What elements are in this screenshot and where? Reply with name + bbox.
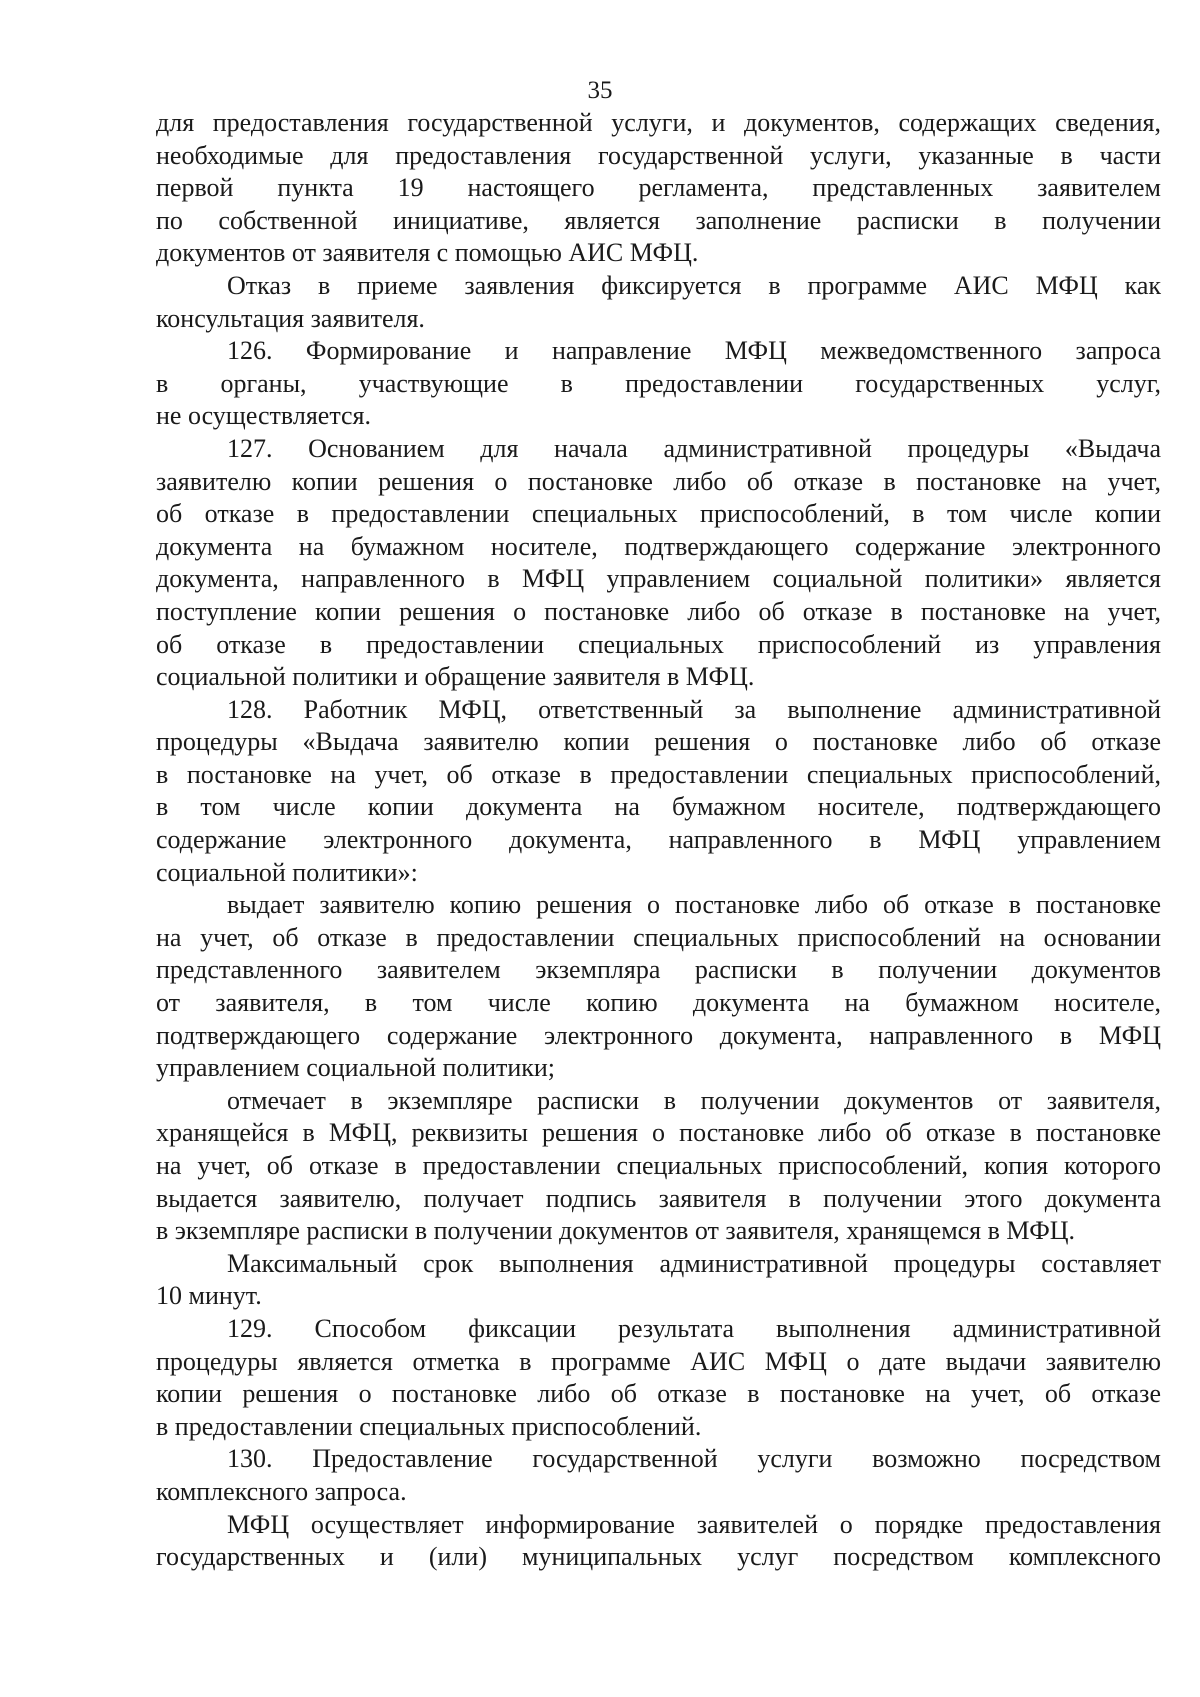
text-line: первой пункта 19 настоящего регламента, представленных заявителем [156,173,1161,203]
paragraph [156,433,1161,694]
text-line: об отказе в предоставлении специальных приспособлений, в том числе копии [156,499,1161,529]
paragraph [156,1085,1161,1248]
text-line: 128. Работник МФЦ, ответственный за выполнение административной [227,694,1161,724]
paragraph [156,1509,1161,1574]
text-line: Отказ в приеме заявления фиксируется в программе АИС МФЦ как [227,270,1161,300]
text-line: по собственной инициативе, является заполнение расписки в получении [156,205,1161,235]
paragraph [156,1248,1161,1313]
text-line: процедуры является отметка в программе АИС МФЦ о дате выдачи заявителю [156,1346,1161,1376]
text-line: 130. Предоставление государственной услуги возможно посредством [227,1444,1161,1474]
text-line: 10 минут. [156,1281,262,1311]
text-line: отмечает в экземпляре расписки в получении документов от заявителя, [227,1085,1161,1115]
text-line: в экземпляре расписки в получении документов от заявителя, хранящемся в МФЦ. [156,1216,1076,1246]
text-line: государственных и (или) муниципальных услуг посредством комплексного [156,1542,1161,1572]
text-line: МФЦ осуществляет информирование заявителей о порядке предоставления [227,1509,1161,1539]
text-line: социальной политики и обращение заявителя в МФЦ. [156,662,755,692]
text-line: Максимальный срок выполнения административной процедуры составляет [227,1248,1161,1278]
paragraph [156,1443,1161,1508]
text-line: процедуры «Выдача заявителю копии решения о постановке либо об отказе [156,727,1161,757]
text-line: консультация заявителя. [156,303,425,333]
text-line: в том числе копии документа на бумажном носителе, подтверждающего [156,792,1161,822]
text-line: в предоставлении специальных приспособлений. [156,1411,702,1441]
text-line: комплексного запроса. [156,1476,407,1506]
text-line: необходимые для предоставления государственной услуги, указанные в части [156,140,1161,170]
text-line: документа на бумажном носителе, подтверждающего содержание электронного [156,531,1161,561]
paragraph [156,1313,1161,1443]
text-line: об отказе в предоставлении специальных приспособлений из управления [156,629,1161,659]
text-line: копии решения о постановке либо об отказе в постановке на учет, об отказе [156,1379,1161,1409]
page-number: 35 [587,77,613,104]
text-line: в органы, участвующие в предоставлении государственных услуг, [156,368,1161,398]
text-line: документа, направленного в МФЦ управлением социальной политики» является [156,564,1161,594]
text-line: 126. Формирование и направление МФЦ межведомственного запроса [227,336,1161,366]
paragraph [156,107,1161,270]
text-line: не осуществляется. [156,401,371,431]
text-line: содержание электронного документа, направленного в МФЦ управлением [156,825,1161,855]
paragraph [156,270,1161,335]
paragraph [156,889,1161,1085]
text-line: на учет, об отказе в предоставлении специальных приспособлений, копия которого [156,1151,1161,1180]
text-line: хранящейся в МФЦ, реквизиты решения о постановке либо об отказе в постановке [156,1118,1161,1148]
document-body [156,107,1161,1574]
paragraph [156,335,1161,433]
text-line: документов от заявителя с помощью АИС МФЦ. [156,238,699,268]
text-line: управлением социальной политики; [156,1053,556,1083]
text-line: от заявителя, в том числе копию документа на бумажном носителе, [156,988,1161,1018]
text-line: на учет, об отказе в предоставлении специальных приспособлений на основании [156,922,1161,952]
text-line: поступление копии решения о постановке либо об отказе в постановке на учет, [156,596,1161,626]
text-line: 129. Способом фиксации результата выполнения административной [227,1313,1161,1343]
text-line: заявителю копии решения о постановке либо об отказе в постановке на учет, [156,466,1161,496]
text-line: социальной политики»: [156,857,418,887]
text-line: выдается заявителю, получает подпись заявителя в получении этого документа [156,1183,1161,1213]
paragraph [156,694,1161,890]
text-line: представленного заявителем экземпляра расписки в получении документов [156,955,1161,985]
text-line: в постановке на учет, об отказе в предоставлении специальных приспособлений, [156,759,1161,789]
text-line: для предоставления государственной услуги, и документов, содержащих сведения, [156,108,1161,137]
text-line: подтверждающего содержание электронного документа, направленного в МФЦ [156,1020,1161,1050]
text-line: выдает заявителю копию решения о постановке либо об отказе в постановке [227,890,1161,920]
text-line: 127. Основанием для начала административной процедуры «Выдача [227,433,1161,463]
